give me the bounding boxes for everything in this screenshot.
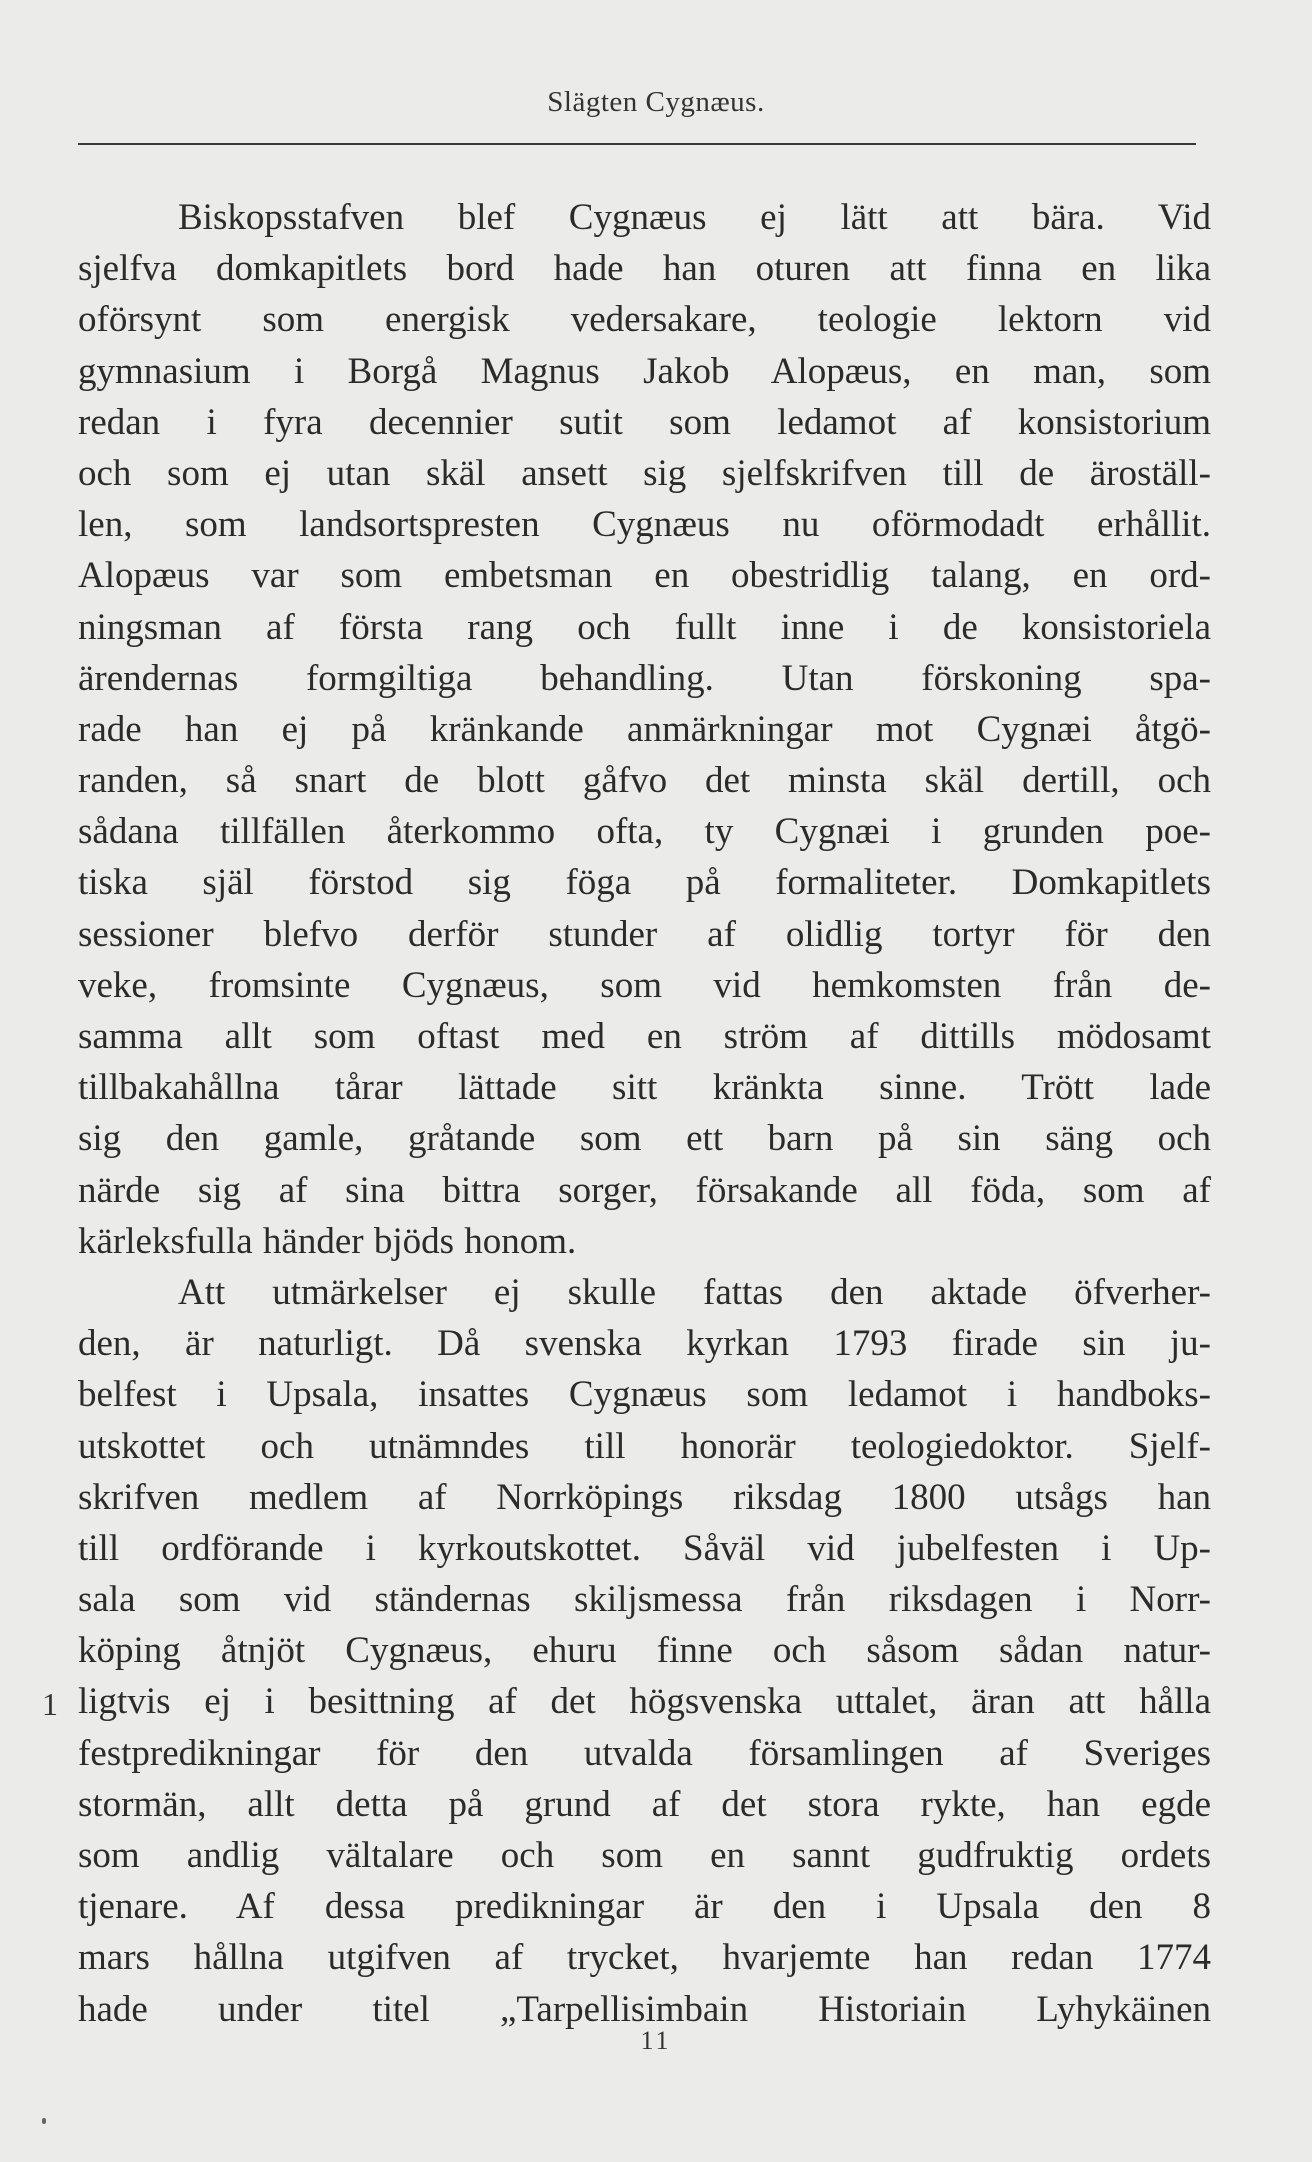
text-line: ligtvis ej i besittning af det högsvenska uttalet, äran att hålla <box>78 1681 1211 1723</box>
text-line: tiska själ förstod sig föga på formaliteter. Domkapitlets <box>78 862 1211 904</box>
body-text <box>78 192 1211 2035</box>
text-line: Biskopsstafven blef Cygnæus ej lätt att bära. Vid <box>178 197 1211 238</box>
page-number: 11 <box>640 2026 672 2055</box>
text-line: hade under titel „Tarpellisimbain Historiain Lyhykäinen <box>78 1988 1211 2030</box>
margin-mark: 1 <box>42 1686 58 1722</box>
text-line: rade han ej på kränkande anmärkningar mot Cygnæi åtgö- <box>78 708 1211 750</box>
text-line: veke, fromsinte Cygnæus, som vid hemkomsten från de- <box>78 964 1211 1006</box>
text-line: den, är naturligt. Då svenska kyrkan 1793 firade sin ju- <box>78 1323 1211 1365</box>
running-head: Slägten Cygnæus. <box>547 86 765 118</box>
text-line: oförsynt som energisk vedersakare, teologie lektorn vid <box>78 299 1211 341</box>
ink-speck <box>42 2118 46 2124</box>
text-line: gymnasium i Borgå Magnus Jakob Alopæus, en man, som <box>78 350 1211 392</box>
text-line: sessioner blefvo derför stunder af olidlig tortyr för den <box>78 913 1211 955</box>
text-line: till ordförande i kyrkoutskottet. Såväl vid jubelfesten i Up- <box>78 1527 1211 1569</box>
text-line: ningsman af första rang och fullt inne i de konsistoriela <box>78 606 1211 648</box>
text-line: tillbakahållna tårar lättade sitt kränkta sinne. Trött lade <box>78 1067 1211 1109</box>
text-line: stormän, allt detta på grund af det stora rykte, han egde <box>78 1783 1211 1825</box>
text-line: och som ej utan skäl ansett sig sjelfskrifven till de äroställ- <box>78 452 1211 494</box>
text-line: randen, så snart de blott gåfvo det minsta skäl dertill, och <box>78 760 1211 802</box>
text-line: redan i fyra decennier sutit som ledamot af konsistorium <box>78 401 1211 443</box>
text-line: sådana tillfällen återkommo ofta, ty Cygnæi i grunden poe- <box>78 811 1211 853</box>
text-line: utskottet och utnämndes till honorär teologiedoktor. Sjelf- <box>78 1425 1211 1467</box>
text-line: sig den gamle, gråtande som ett barn på sin säng och <box>78 1118 1211 1160</box>
text-line: köping åtnjöt Cygnæus, ehuru finne och såsom sådan natur- <box>78 1630 1211 1672</box>
text-line: ärendernas formgiltiga behandling. Utan förskoning spa- <box>78 657 1211 699</box>
text-line: mars hållna utgifven af trycket, hvarjemte han redan 1774 <box>78 1937 1211 1979</box>
text-line: tjenare. Af dessa predikningar är den i Upsala den 8 <box>78 1886 1211 1928</box>
text-line: närde sig af sina bittra sorger, försakande all föda, som af <box>78 1169 1211 1211</box>
text-line: festpredikningar för den utvalda församlingen af Sveriges <box>78 1732 1211 1774</box>
text-line: kärleksfulla händer bjöds honom. <box>78 1220 577 1262</box>
header-rule <box>78 143 1196 145</box>
text-line: samma allt som oftast med en ström af dittills mödosamt <box>78 1016 1211 1057</box>
text-line: belfest i Upsala, insattes Cygnæus som ledamot i handboks- <box>78 1374 1211 1416</box>
text-line: sjelfva domkapitlets bord hade han oturen att finna en lika <box>78 248 1211 290</box>
text-line: len, som landsortspresten Cygnæus nu oförmodadt erhållit. <box>78 504 1211 546</box>
text-line: som andlig vältalare och som en sannt gudfruktig ordets <box>78 1835 1211 1876</box>
text-line: Att utmärkelser ej skulle fattas den aktade öfverher- <box>178 1271 1211 1313</box>
text-line: skrifven medlem af Norrköpings riksdag 1800 utsågs han <box>78 1476 1211 1518</box>
text-line: Alopæus var som embetsman en obestridlig talang, en ord- <box>78 555 1211 597</box>
text-line: sala som vid ständernas skiljsmessa från riksdagen i Norr- <box>78 1579 1211 1621</box>
